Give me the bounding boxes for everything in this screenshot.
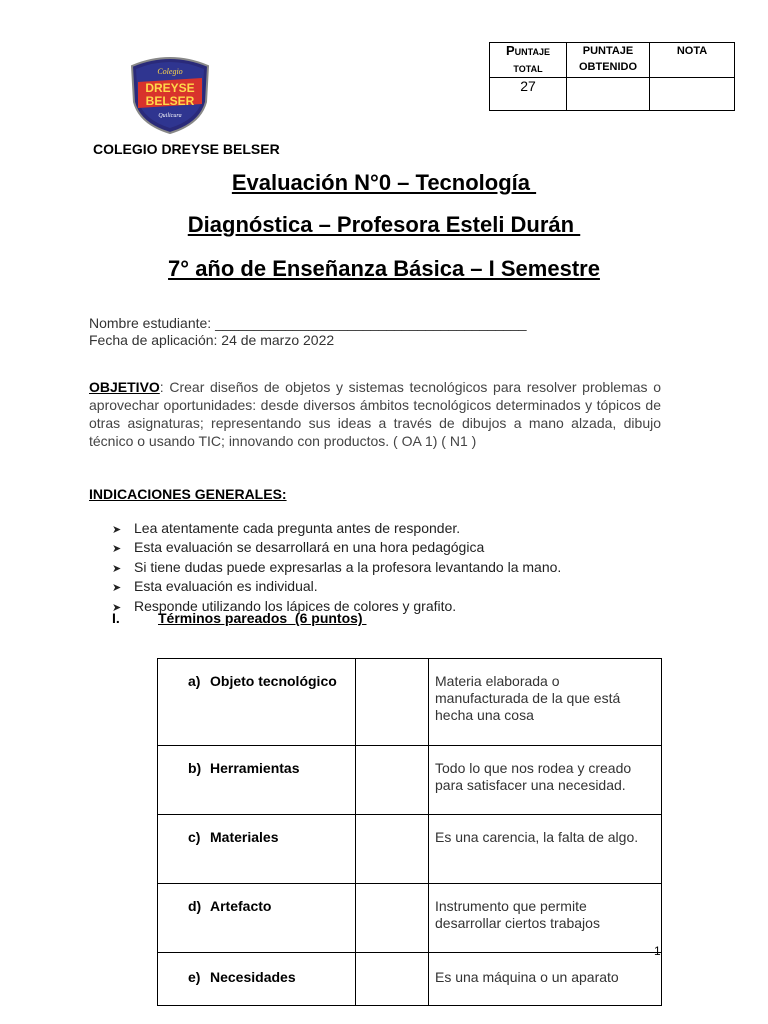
term-cell: c) Materiales <box>158 815 356 884</box>
header-puntaje-total: Puntaje total <box>490 43 567 78</box>
term-cell: e) Necesidades <box>158 953 356 1006</box>
logo-line1-text: DREYSE <box>145 81 195 95</box>
title-line-2: Diagnóstica – Profesora Esteli Durán <box>187 212 581 237</box>
student-name-field: Nombre estudiante: ________________________________________ <box>89 315 527 331</box>
table-row <box>158 659 662 746</box>
arrow-bullet-icon: ➤ <box>112 524 122 536</box>
definition-cell: Instrumento que permite desarrollar ciertos trabajos <box>429 884 662 953</box>
table-row <box>158 953 662 1006</box>
objective-paragraph <box>89 378 661 450</box>
school-crest-logo <box>128 52 212 134</box>
logo-top-text: Colegio <box>157 67 183 76</box>
title-line-3: 7° año de Enseñanza Básica – I Semestre <box>168 256 600 281</box>
header-nota: NOTA <box>650 43 735 78</box>
answer-cell[interactable] <box>356 746 429 815</box>
score-table <box>489 42 735 111</box>
table-row <box>158 884 662 953</box>
definition-cell: Es una máquina o un aparato <box>429 953 662 1006</box>
list-item: ➤ Esta evaluación es individual. <box>112 578 561 597</box>
list-item: ➤ Responde utilizando los lápices de colores y grafito. <box>112 598 561 617</box>
header-puntaje-obtenido: PUNTAJE OBTENIDO <box>567 43 650 78</box>
table-row <box>158 815 662 884</box>
indications-heading: INDICACIONES GENERALES: <box>89 486 287 502</box>
indications-list <box>112 520 561 617</box>
page-number: 1 <box>654 944 661 958</box>
section-number: I. <box>112 610 120 626</box>
term-cell: b) Herramientas <box>158 746 356 815</box>
value-puntaje-obtenido <box>567 78 650 111</box>
list-item: ➤ Lea atentamente cada pregunta antes de responder. <box>112 520 561 539</box>
arrow-bullet-icon: ➤ <box>112 582 122 595</box>
arrow-bullet-icon: ➤ <box>112 601 122 614</box>
section-title: Términos pareados (6 puntos) <box>158 610 367 626</box>
value-nota <box>650 78 735 111</box>
title-line-1: Evaluación N°0 – Tecnología <box>231 170 537 195</box>
definition-cell: Todo lo que nos rodea y creado para satisfacer una necesidad. <box>429 746 662 815</box>
answer-cell[interactable] <box>356 884 429 953</box>
logo-line2-text: BELSER <box>145 94 195 108</box>
term-cell: a) Objeto tecnológico <box>158 659 356 746</box>
objective-text: : Crear diseños de objetos y sistemas tecnológicos para resolver problemas o aprovechar oportunidades: desde diversos ámbitos tecnológicos determinados y tópicos de otras asignaturas; representando sus ideas a través de dibujos a mano alzada, dibujo técnico o usando TIC; innovando con productos. ( OA 1) ( N1 ) <box>89 379 661 449</box>
matching-table <box>157 658 662 1006</box>
application-date: Fecha de aplicación: 24 de marzo 2022 <box>89 332 335 348</box>
logo-bottom-text: Quilicura <box>158 113 182 119</box>
definition-cell: Es una carencia, la falta de algo. <box>429 815 662 884</box>
answer-cell[interactable] <box>356 815 429 884</box>
table-row <box>158 746 662 815</box>
answer-cell[interactable] <box>356 659 429 746</box>
objective-label: OBJETIVO <box>89 379 160 395</box>
list-item: ➤ Esta evaluación se desarrollará en una hora pedagógica <box>112 539 561 558</box>
term-cell: d) Artefacto <box>158 884 356 953</box>
list-item: ➤ Si tiene dudas puede expresarlas a la profesora levantando la mano. <box>112 559 561 578</box>
answer-cell[interactable] <box>356 953 429 1006</box>
value-puntaje-total: 27 <box>490 78 567 111</box>
definition-cell: Materia elaborada o manufacturada de la que está hecha una cosa <box>429 659 662 746</box>
school-name: COLEGIO DREYSE BELSER <box>93 141 280 157</box>
arrow-bullet-icon: ➤ <box>112 543 122 556</box>
arrow-bullet-icon: ➤ <box>112 562 122 575</box>
